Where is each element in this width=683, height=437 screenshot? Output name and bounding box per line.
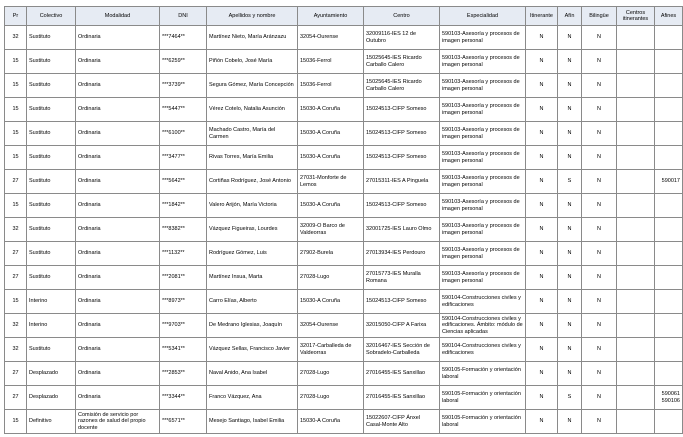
cell-pr: 32 <box>5 26 27 50</box>
cell-ayuntamiento: 15030-A Coruña <box>298 410 364 434</box>
cell-modalidad: Comisión de servicio por razones de salud del propio docente <box>76 410 160 434</box>
cell-bilingue: N <box>582 146 617 170</box>
cell-afines <box>655 26 683 50</box>
column-header-centro: Centro <box>364 7 440 26</box>
cell-itinerante: N <box>526 50 558 74</box>
table-row <box>5 26 683 50</box>
cell-centro: 15025645-IES Ricardo Carballo Calero <box>364 50 440 74</box>
table-row <box>5 242 683 266</box>
cell-ayuntamiento: 27028-Lugo <box>298 386 364 410</box>
cell-itinerante: N <box>526 122 558 146</box>
cell-especialidad: 590103-Asesoría y procesos de imagen personal <box>440 74 526 98</box>
cell-dni: ***7464** <box>160 26 207 50</box>
cell-colectivo: Sustituto <box>27 266 76 290</box>
table-body <box>5 26 683 434</box>
cell-nombre: Segura Gómez, María Concepción <box>207 74 298 98</box>
cell-centros_itinerantes <box>617 50 655 74</box>
cell-afin: N <box>558 338 582 362</box>
cell-centro: 32015050-CIFP A Farixa <box>364 314 440 338</box>
cell-modalidad: Ordinaria <box>76 122 160 146</box>
cell-nombre: Machado Castro, María del Carmen <box>207 122 298 146</box>
cell-pr: 15 <box>5 122 27 146</box>
cell-ayuntamiento: 15036-Ferrol <box>298 50 364 74</box>
cell-afines: 590061 590106 <box>655 386 683 410</box>
cell-colectivo: Sustituto <box>27 50 76 74</box>
cell-nombre: Vázquez Figueiras, Lourdes <box>207 218 298 242</box>
cell-pr: 27 <box>5 362 27 386</box>
column-header-pr: Pr <box>5 7 27 26</box>
cell-especialidad: 590103-Asesoría y procesos de imagen personal <box>440 50 526 74</box>
column-header-afin: Afín <box>558 7 582 26</box>
cell-centros_itinerantes <box>617 290 655 314</box>
cell-nombre: Vázquez Sellas, Francisco Javier <box>207 338 298 362</box>
cell-centros_itinerantes <box>617 26 655 50</box>
cell-colectivo: Sustituto <box>27 194 76 218</box>
cell-modalidad: Ordinaria <box>76 26 160 50</box>
cell-nombre: Mesejo Santiago, Isabel Emilia <box>207 410 298 434</box>
cell-especialidad: 590104-Construcciones civiles y edificaciones <box>440 338 526 362</box>
cell-colectivo: Sustituto <box>27 146 76 170</box>
table-header <box>5 7 683 26</box>
cell-modalidad: Ordinaria <box>76 362 160 386</box>
cell-centros_itinerantes <box>617 410 655 434</box>
table-row <box>5 314 683 338</box>
cell-centro: 27016455-IES Sanxillao <box>364 386 440 410</box>
cell-afin: N <box>558 50 582 74</box>
cell-pr: 15 <box>5 74 27 98</box>
cell-centros_itinerantes <box>617 362 655 386</box>
cell-centros_itinerantes <box>617 122 655 146</box>
cell-afines <box>655 122 683 146</box>
cell-pr: 27 <box>5 170 27 194</box>
cell-modalidad: Ordinaria <box>76 74 160 98</box>
cell-bilingue: N <box>582 314 617 338</box>
table-row <box>5 386 683 410</box>
cell-afin: N <box>558 242 582 266</box>
cell-itinerante: N <box>526 266 558 290</box>
cell-itinerante: N <box>526 146 558 170</box>
cell-itinerante: N <box>526 362 558 386</box>
column-header-colectivo: Colectivo <box>27 7 76 26</box>
cell-ayuntamiento: 27902-Burela <box>298 242 364 266</box>
cell-ayuntamiento: 15030-A Coruña <box>298 122 364 146</box>
cell-ayuntamiento: 15030-A Coruña <box>298 194 364 218</box>
cell-nombre: Piñón Cobelo, José María <box>207 50 298 74</box>
cell-colectivo: Sustituto <box>27 218 76 242</box>
cell-centros_itinerantes <box>617 146 655 170</box>
cell-afin: N <box>558 194 582 218</box>
cell-dni: ***6100** <box>160 122 207 146</box>
cell-dni: ***1132** <box>160 242 207 266</box>
cell-itinerante: N <box>526 74 558 98</box>
cell-centro: 15024513-CIFP Someso <box>364 194 440 218</box>
cell-centro: 15024513-CIFP Someso <box>364 122 440 146</box>
cell-modalidad: Ordinaria <box>76 194 160 218</box>
column-header-centros-itinerantes: Centros itinerantes <box>617 7 655 26</box>
cell-centro: 27013934-IES Perdouro <box>364 242 440 266</box>
table-row <box>5 170 683 194</box>
table-row <box>5 218 683 242</box>
cell-afines <box>655 218 683 242</box>
cell-bilingue: N <box>582 50 617 74</box>
cell-pr: 27 <box>5 386 27 410</box>
cell-itinerante: N <box>526 170 558 194</box>
cell-dni: ***3739** <box>160 74 207 98</box>
cell-bilingue: N <box>582 74 617 98</box>
cell-dni: ***2853** <box>160 362 207 386</box>
table-row <box>5 194 683 218</box>
cell-centros_itinerantes <box>617 218 655 242</box>
cell-itinerante: N <box>526 194 558 218</box>
cell-itinerante: N <box>526 26 558 50</box>
cell-afines <box>655 338 683 362</box>
cell-pr: 32 <box>5 314 27 338</box>
cell-modalidad: Ordinaria <box>76 146 160 170</box>
cell-colectivo: Definitivo <box>27 410 76 434</box>
cell-modalidad: Ordinaria <box>76 266 160 290</box>
cell-especialidad: 590105-Formación y orientación laboral <box>440 386 526 410</box>
cell-afines <box>655 146 683 170</box>
cell-afines <box>655 290 683 314</box>
cell-centros_itinerantes <box>617 170 655 194</box>
cell-afines <box>655 194 683 218</box>
cell-pr: 15 <box>5 194 27 218</box>
cell-dni: ***1842** <box>160 194 207 218</box>
cell-nombre: De Medrano Iglesias, Joaquín <box>207 314 298 338</box>
cell-afin: N <box>558 98 582 122</box>
cell-nombre: Vérez Cotelo, Natalia Asunción <box>207 98 298 122</box>
cell-nombre: Carro Elías, Alberto <box>207 290 298 314</box>
cell-centro: 15022607-CIFP Ánxel Casal-Monte Alto <box>364 410 440 434</box>
cell-dni: ***9703** <box>160 314 207 338</box>
cell-ayuntamiento: 27031-Monforte de Lemos <box>298 170 364 194</box>
column-header-bilingue: Bilingüe <box>582 7 617 26</box>
cell-ayuntamiento: 15030-A Coruña <box>298 146 364 170</box>
cell-pr: 27 <box>5 242 27 266</box>
cell-modalidad: Ordinaria <box>76 170 160 194</box>
cell-bilingue: N <box>582 26 617 50</box>
cell-colectivo: Interino <box>27 290 76 314</box>
cell-especialidad: 590103-Asesoría y procesos de imagen personal <box>440 218 526 242</box>
cell-afin: N <box>558 26 582 50</box>
table-row <box>5 362 683 386</box>
column-header-modalidad: Modalidad <box>76 7 160 26</box>
cell-dni: ***5447** <box>160 98 207 122</box>
cell-afines <box>655 74 683 98</box>
cell-centro: 15024513-CIFP Someso <box>364 98 440 122</box>
column-header-especialidad: Especialidad <box>440 7 526 26</box>
table-row <box>5 410 683 434</box>
cell-centros_itinerantes <box>617 194 655 218</box>
cell-afines <box>655 242 683 266</box>
cell-itinerante: N <box>526 386 558 410</box>
cell-ayuntamiento: 15030-A Coruña <box>298 290 364 314</box>
cell-bilingue: N <box>582 122 617 146</box>
cell-nombre: Valero Arijón, María Victoria <box>207 194 298 218</box>
cell-centros_itinerantes <box>617 386 655 410</box>
cell-itinerante: N <box>526 218 558 242</box>
cell-afines <box>655 314 683 338</box>
cell-especialidad: 590103-Asesoría y procesos de imagen personal <box>440 170 526 194</box>
cell-dni: ***3344** <box>160 386 207 410</box>
cell-colectivo: Sustituto <box>27 242 76 266</box>
cell-nombre: Cortiñas Rodríguez, José Antonio <box>207 170 298 194</box>
cell-centro: 15025645-IES Ricardo Carballo Calero <box>364 74 440 98</box>
cell-nombre: Franco Vázquez, Ana <box>207 386 298 410</box>
cell-bilingue: N <box>582 386 617 410</box>
column-header-apellidos-nombre: Apellidos y nombre <box>207 7 298 26</box>
cell-centro: 15024513-CIFP Someso <box>364 146 440 170</box>
cell-nombre: Naval Anido, Ana Isabel <box>207 362 298 386</box>
cell-afin: N <box>558 290 582 314</box>
cell-pr: 27 <box>5 266 27 290</box>
table-row <box>5 50 683 74</box>
cell-bilingue: N <box>582 170 617 194</box>
cell-itinerante: N <box>526 338 558 362</box>
column-header-dni: DNI <box>160 7 207 26</box>
cell-bilingue: N <box>582 98 617 122</box>
table-row <box>5 98 683 122</box>
table-row <box>5 266 683 290</box>
cell-pr: 15 <box>5 98 27 122</box>
cell-ayuntamiento: 32054-Ourense <box>298 26 364 50</box>
cell-itinerante: N <box>526 290 558 314</box>
cell-bilingue: N <box>582 290 617 314</box>
column-header-afines: Afines <box>655 7 683 26</box>
cell-centro: 32001725-IES Lauro Olmo <box>364 218 440 242</box>
cell-dni: ***6571** <box>160 410 207 434</box>
cell-dni: ***5341** <box>160 338 207 362</box>
cell-itinerante: N <box>526 242 558 266</box>
cell-modalidad: Ordinaria <box>76 218 160 242</box>
cell-especialidad: 590103-Asesoría y procesos de imagen personal <box>440 242 526 266</box>
cell-bilingue: N <box>582 194 617 218</box>
cell-afines: 590017 <box>655 170 683 194</box>
cell-especialidad: 590103-Asesoría y procesos de imagen personal <box>440 194 526 218</box>
cell-itinerante: N <box>526 410 558 434</box>
cell-colectivo: Sustituto <box>27 170 76 194</box>
cell-dni: ***8382** <box>160 218 207 242</box>
cell-bilingue: N <box>582 410 617 434</box>
cell-afin: N <box>558 314 582 338</box>
cell-pr: 15 <box>5 290 27 314</box>
cell-bilingue: N <box>582 338 617 362</box>
cell-pr: 15 <box>5 410 27 434</box>
table-row <box>5 290 683 314</box>
cell-modalidad: Ordinaria <box>76 386 160 410</box>
cell-especialidad: 590103-Asesoría y procesos de imagen personal <box>440 146 526 170</box>
cell-ayuntamiento: 32017-Carballeda de Valdeorras <box>298 338 364 362</box>
table-row <box>5 146 683 170</box>
cell-modalidad: Ordinaria <box>76 314 160 338</box>
cell-bilingue: N <box>582 218 617 242</box>
cell-centro: 27015773-IES Muralla Romana <box>364 266 440 290</box>
cell-pr: 15 <box>5 146 27 170</box>
cell-centros_itinerantes <box>617 242 655 266</box>
cell-afines <box>655 410 683 434</box>
cell-itinerante: N <box>526 98 558 122</box>
cell-colectivo: Interino <box>27 314 76 338</box>
cell-especialidad: 590105-Formación y orientación laboral <box>440 410 526 434</box>
cell-afin: N <box>558 266 582 290</box>
cell-afines <box>655 50 683 74</box>
cell-pr: 32 <box>5 218 27 242</box>
cell-centro: 15024513-CIFP Someso <box>364 290 440 314</box>
cell-centros_itinerantes <box>617 266 655 290</box>
cell-colectivo: Sustituto <box>27 338 76 362</box>
cell-modalidad: Ordinaria <box>76 290 160 314</box>
table-row <box>5 338 683 362</box>
cell-afin: N <box>558 410 582 434</box>
cell-centro: 32009116-IES 12 de Outubro <box>364 26 440 50</box>
cell-dni: ***3477** <box>160 146 207 170</box>
cell-ayuntamiento: 27028-Lugo <box>298 362 364 386</box>
cell-nombre: Martínez Nieto, María Aránzazu <box>207 26 298 50</box>
cell-dni: ***8973** <box>160 290 207 314</box>
cell-afin: N <box>558 218 582 242</box>
cell-pr: 15 <box>5 50 27 74</box>
cell-afin: N <box>558 146 582 170</box>
cell-especialidad: 590103-Asesoría y procesos de imagen personal <box>440 98 526 122</box>
cell-bilingue: N <box>582 362 617 386</box>
cell-afin: N <box>558 74 582 98</box>
table-row <box>5 74 683 98</box>
cell-afin: N <box>558 362 582 386</box>
cell-ayuntamiento: 32009-O Barco de Valdeorras <box>298 218 364 242</box>
cell-afines <box>655 362 683 386</box>
cell-centro: 27016455-IES Sanxillao <box>364 362 440 386</box>
cell-pr: 32 <box>5 338 27 362</box>
cell-ayuntamiento: 15036-Ferrol <box>298 74 364 98</box>
cell-especialidad: 590104-Construcciones civiles y edificaciones. Ámbito: módulo de Ciencias aplicadas <box>440 314 526 338</box>
cell-afin: S <box>558 386 582 410</box>
cell-colectivo: Sustituto <box>27 122 76 146</box>
cell-modalidad: Ordinaria <box>76 242 160 266</box>
cell-dni: ***2081** <box>160 266 207 290</box>
cell-ayuntamiento: 32054-Ourense <box>298 314 364 338</box>
cell-afin: S <box>558 170 582 194</box>
cell-colectivo: Desplazado <box>27 386 76 410</box>
cell-ayuntamiento: 27028-Lugo <box>298 266 364 290</box>
cell-especialidad: 590103-Asesoría y procesos de imagen personal <box>440 122 526 146</box>
table-row <box>5 122 683 146</box>
cell-centro: 32016467-IES Sección de Sobradelo-Carballeda <box>364 338 440 362</box>
cell-centros_itinerantes <box>617 98 655 122</box>
cell-modalidad: Ordinaria <box>76 338 160 362</box>
cell-bilingue: N <box>582 242 617 266</box>
column-header-ayuntamiento: Ayuntamiento <box>298 7 364 26</box>
cell-bilingue: N <box>582 266 617 290</box>
column-header-itinerante: Itinerante <box>526 7 558 26</box>
cell-nombre: Rodríguez Gómez, Luis <box>207 242 298 266</box>
cell-itinerante: N <box>526 314 558 338</box>
cell-nombre: Rivas Torres, María Emilia <box>207 146 298 170</box>
cell-dni: ***6259** <box>160 50 207 74</box>
cell-afines <box>655 98 683 122</box>
cell-especialidad: 590105-Formación y orientación laboral <box>440 362 526 386</box>
cell-colectivo: Desplazado <box>27 362 76 386</box>
cell-colectivo: Sustituto <box>27 74 76 98</box>
cell-colectivo: Sustituto <box>27 26 76 50</box>
cell-ayuntamiento: 15030-A Coruña <box>298 98 364 122</box>
assignments-table <box>4 6 683 434</box>
cell-modalidad: Ordinaria <box>76 50 160 74</box>
cell-especialidad: 590103-Asesoría y procesos de imagen personal <box>440 266 526 290</box>
cell-especialidad: 590103-Asesoría y procesos de imagen personal <box>440 26 526 50</box>
cell-colectivo: Sustituto <box>27 98 76 122</box>
cell-centro: 27015311-IES A Pinguela <box>364 170 440 194</box>
cell-centros_itinerantes <box>617 338 655 362</box>
header-row <box>5 7 683 26</box>
cell-modalidad: Ordinaria <box>76 98 160 122</box>
cell-afines <box>655 266 683 290</box>
cell-centros_itinerantes <box>617 314 655 338</box>
cell-nombre: Martínez Insua, Marta <box>207 266 298 290</box>
cell-centros_itinerantes <box>617 74 655 98</box>
cell-afin: N <box>558 122 582 146</box>
cell-especialidad: 590104-Construcciones civiles y edificaciones <box>440 290 526 314</box>
cell-dni: ***5642** <box>160 170 207 194</box>
